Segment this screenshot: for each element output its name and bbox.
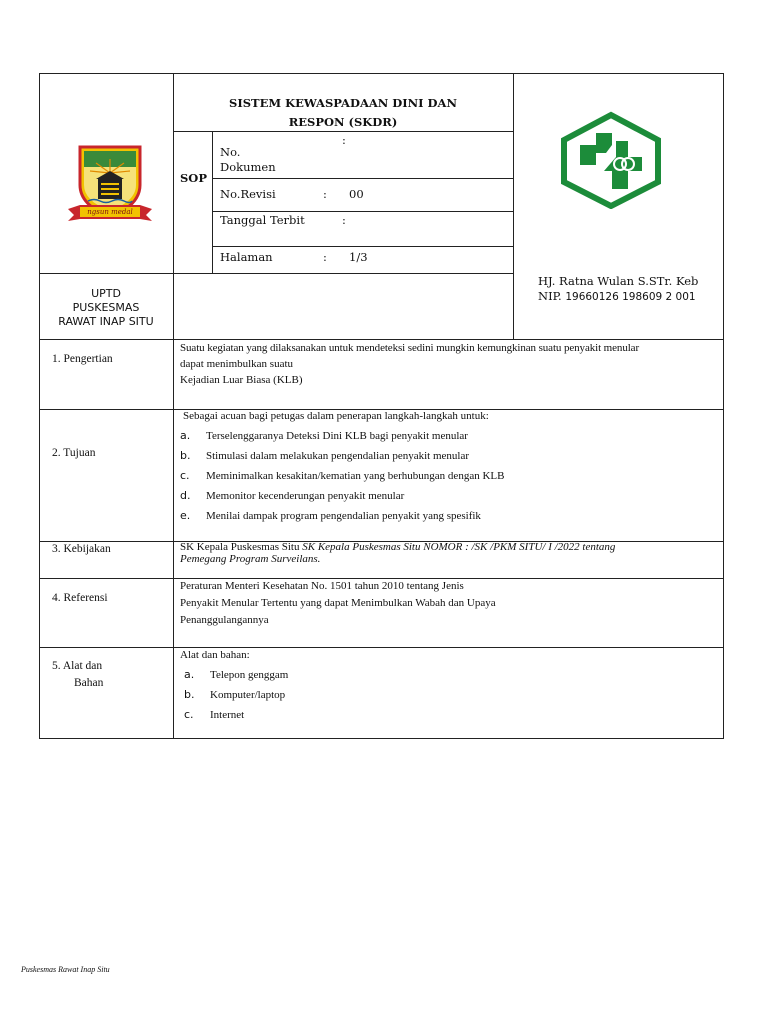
tujuan-item-marker: e. [180,509,191,522]
document-title-line2: RESPON (SKDR) [288,115,398,129]
referensi-label: 4. Referensi [52,592,108,604]
tujuan-item-marker: d. [180,489,191,502]
alat-item-marker: a. [184,668,195,681]
kebijakan-label: 3. Kebijakan [52,543,111,555]
border-top [39,73,724,74]
tujuan-item-text: Meminimalkan kesakitan/kematian yang berhubungan dengan KLB [206,470,505,482]
tujuan-item [180,489,404,502]
org-line3: RAWAT INAP SITU [58,315,154,328]
tujuan-item-marker: a. [180,429,191,442]
alat-intro: Alat dan bahan: [180,649,250,661]
sop-label: SOP [180,171,207,185]
tujuan-item-text: Terselenggaranya Deteksi Dini KLB bagi penyakit menular [206,430,468,442]
tujuan-label: 2. Tujuan [52,447,96,459]
no-dokumen-label [220,145,276,175]
row-nodok-bottom [212,178,513,179]
emblem-banner-text: ngsun medal [87,208,133,216]
no-revisi-colon: : [323,187,327,201]
tujuan-item [180,469,504,482]
regional-emblem-logo [66,143,154,227]
tujuan-item-marker: b. [180,449,191,462]
pengertian-label: 1. Pengertian [52,353,113,365]
signer-name: HJ. Ratna Wulan S.STr. Keb [538,274,699,288]
halaman-label: Halaman [220,250,273,264]
tanggal-terbit-colon: : [342,213,346,227]
alat-item-text: Internet [210,709,245,721]
no-revisi-label: No.Revisi [220,187,276,201]
alat-item-text: Komputer/laptop [210,689,286,701]
referensi-line3: Penanggulangannya [180,614,269,626]
alat-label-line2: Bahan [74,677,104,689]
no-dokumen-colon: : [342,133,346,147]
tujuan-item-text: Menilai dampak program pengendalian penyakit yang spesifik [206,510,481,522]
alat-label-line1: 5. Alat dan [52,660,103,672]
col-divider-sop [212,131,213,273]
signer-nip-label: NIP. [538,289,562,303]
tujuan-item-text: Stimulasi dalam melakukan pengendalian penyakit menular [206,450,470,462]
document-title-line1: SISTEM KEWASPADAAN DINI DAN [229,96,457,110]
border-right [723,73,724,739]
alat-item-marker: b. [184,688,195,701]
tujuan-item-marker: c. [180,469,190,482]
tujuan-item [180,429,468,442]
alat-item [184,708,244,721]
kemenkes-logo [558,111,664,209]
pengertian-content [180,340,722,388]
signer-nip-value: 19660126 198609 2 001 [565,291,696,303]
row-referensi-bottom [39,647,724,648]
tujuan-item [180,509,481,522]
signer-nip [538,289,696,305]
referensi-line1: Peraturan Menteri Kesehatan No. 1501 tahun 2010 tentang Jenis [180,580,464,592]
col-divider-main [173,73,174,739]
tanggal-terbit-label: Tanggal Terbit [220,213,305,227]
kebijakan-text-italic1: SK Kepala Puskesmas Situ NOMOR : /SK /PKM SITU/ I /2022 tentang [302,541,616,553]
no-dokumen-label-line1: No. [220,145,241,159]
tujuan-item [180,449,469,462]
alat-item-text: Telepon genggam [210,669,289,681]
page-footer: Puskesmas Rawat Inap Situ [21,965,110,974]
no-revisi-value: 00 [349,187,364,201]
alat-item [184,688,285,701]
border-bottom [39,738,724,739]
halaman-value: 1/3 [349,250,368,264]
organization-name [39,287,173,329]
kebijakan-text-italic2: Pemegang Program Surveilans. [180,553,321,565]
alat-item-marker: c. [184,708,194,721]
referensi-content [180,578,496,629]
org-line1: UPTD [91,287,121,300]
border-left [39,73,40,739]
col-divider-logo-right [513,73,514,339]
document-title [173,94,513,132]
tujuan-item-text: Memonitor kecenderungan penyakit menular [206,490,405,502]
pengertian-line2: dapat menimbulkan suatu [180,358,294,370]
row-revisi-bottom [212,211,513,212]
tujuan-intro: Sebagai acuan bagi petugas dalam penerapan langkah-langkah untuk: [183,410,489,422]
kebijakan-text: SK Kepala Puskesmas Situ [180,541,300,553]
alat-item [184,668,288,681]
kebijakan-content [180,541,720,565]
row-tanggal-bottom [212,246,513,247]
no-dokumen-label-line2: Dokumen [220,160,276,174]
referensi-line2: Penyakit Menular Tertentu yang dapat Menimbulkan Wabah dan Upaya [180,597,496,609]
row-header-bottom [39,273,513,274]
pengertian-line3: Kejadian Luar Biasa (KLB) [180,374,303,386]
pengertian-line1: Suatu kegiatan yang dilaksanakan untuk mendeteksi sedini mungkin kemungkinan suatu penyakit menular [180,342,640,354]
org-line2: PUSKESMAS [72,301,140,314]
halaman-colon: : [323,250,327,264]
